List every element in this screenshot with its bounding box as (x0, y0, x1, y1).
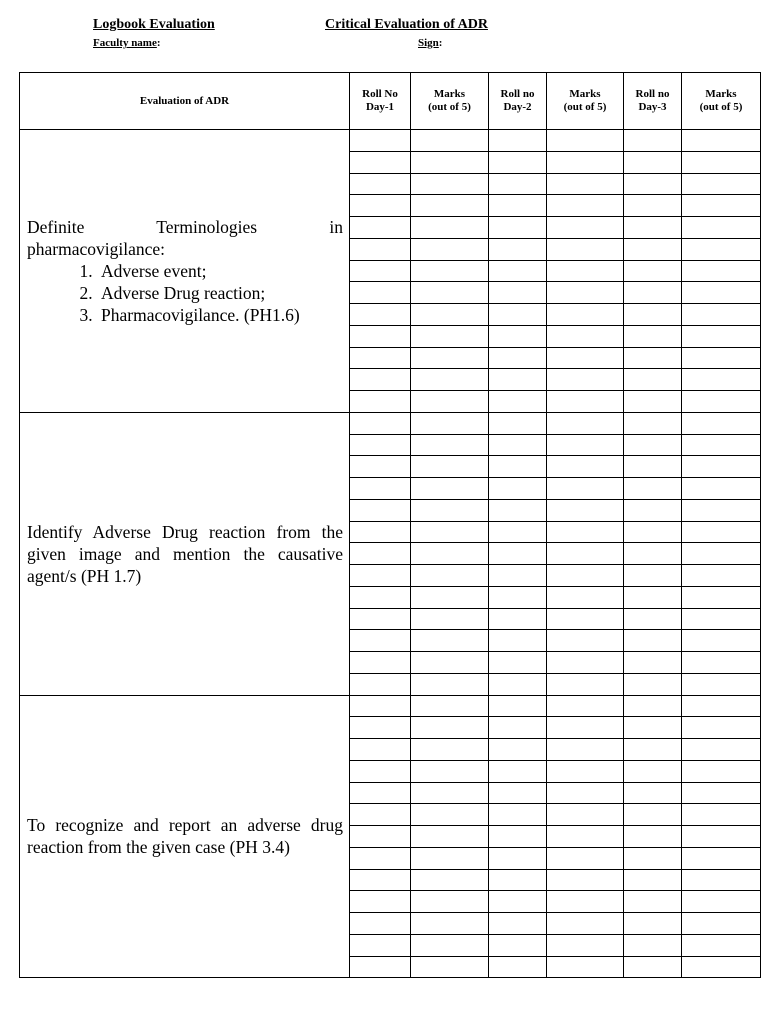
entry-cell[interactable] (624, 826, 682, 848)
entry-cell[interactable] (489, 826, 547, 848)
entry-cell[interactable] (489, 608, 547, 630)
entry-cell[interactable] (350, 282, 411, 304)
header-line: Roll no (500, 88, 535, 100)
entry-cell[interactable] (411, 913, 489, 935)
entry-cell[interactable] (489, 891, 547, 913)
entry-cell[interactable] (682, 130, 761, 152)
header-line: (out of 5) (699, 101, 743, 113)
entry-cell[interactable] (624, 673, 682, 695)
entry-cell[interactable] (411, 717, 489, 739)
header-line: Day-2 (503, 101, 532, 113)
entry-cell[interactable] (682, 173, 761, 195)
entry-cell[interactable] (350, 565, 411, 587)
entry-cell[interactable] (624, 804, 682, 826)
entry-cell[interactable] (489, 130, 547, 152)
entry-cell[interactable] (411, 195, 489, 217)
entry-cell[interactable] (489, 804, 547, 826)
entry-cell[interactable] (350, 325, 411, 347)
entry-cell[interactable] (682, 369, 761, 391)
entry-cell[interactable] (547, 543, 624, 565)
entry-cell[interactable] (682, 543, 761, 565)
table-body (20, 130, 761, 978)
entry-cell[interactable] (682, 478, 761, 500)
header-line: Day-3 (638, 101, 667, 113)
entry-cell[interactable] (682, 717, 761, 739)
entry-cell[interactable] (624, 695, 682, 717)
entry-cell[interactable] (624, 456, 682, 478)
entry-cell[interactable] (624, 412, 682, 434)
entry-cell[interactable] (350, 782, 411, 804)
entry-cell[interactable] (682, 347, 761, 369)
entry-cell[interactable] (489, 695, 547, 717)
entry-cell[interactable] (624, 956, 682, 978)
entry-cell[interactable] (624, 608, 682, 630)
entry-cell[interactable] (547, 499, 624, 521)
entry-cell[interactable] (682, 934, 761, 956)
col-header-evaluation: Evaluation of ADR (20, 73, 350, 130)
list-item: 1. Adverse event; (97, 260, 343, 282)
entry-cell[interactable] (547, 826, 624, 848)
entry-cell[interactable] (411, 260, 489, 282)
entry-cell[interactable] (350, 195, 411, 217)
entry-cell[interactable] (682, 869, 761, 891)
entry-cell[interactable] (411, 412, 489, 434)
entry-cell[interactable] (682, 217, 761, 239)
header-line: Roll No (362, 88, 398, 100)
entry-cell[interactable] (489, 782, 547, 804)
entry-cell[interactable] (489, 673, 547, 695)
sign-label (418, 37, 442, 49)
faculty-name-text: Faculty name (93, 37, 157, 49)
entry-cell[interactable] (547, 369, 624, 391)
entry-cell[interactable] (411, 565, 489, 587)
entry-cell[interactable] (489, 195, 547, 217)
col-header-roll-day1 (350, 73, 411, 130)
entry-cell[interactable] (411, 434, 489, 456)
entry-cell[interactable] (682, 782, 761, 804)
entry-cell[interactable] (489, 586, 547, 608)
entry-cell[interactable] (411, 673, 489, 695)
entry-cell[interactable] (682, 847, 761, 869)
entry-cell[interactable] (682, 521, 761, 543)
entry-cell[interactable] (682, 565, 761, 587)
col-header-marks2 (547, 73, 624, 130)
entry-cell[interactable] (350, 238, 411, 260)
entry-cell[interactable] (624, 347, 682, 369)
entry-cell[interactable] (547, 586, 624, 608)
entry-cell[interactable] (547, 521, 624, 543)
list-item: 3. Pharmacovigilance. (PH1.6) (97, 304, 343, 326)
entry-cell[interactable] (547, 869, 624, 891)
entry-cell[interactable] (411, 347, 489, 369)
entry-cell[interactable] (682, 412, 761, 434)
entry-cell[interactable] (411, 586, 489, 608)
entry-cell[interactable] (682, 238, 761, 260)
table-row (20, 695, 761, 717)
entry-cell[interactable] (489, 282, 547, 304)
entry-cell[interactable] (489, 478, 547, 500)
table-header-row (20, 73, 761, 130)
faculty-name-label (93, 37, 161, 49)
entry-cell[interactable] (411, 282, 489, 304)
entry-cell[interactable] (547, 760, 624, 782)
entry-cell[interactable] (682, 739, 761, 761)
entry-cell[interactable] (682, 304, 761, 326)
entry-cell[interactable] (411, 826, 489, 848)
entry-cell[interactable] (624, 934, 682, 956)
entry-cell[interactable] (350, 347, 411, 369)
entry-cell[interactable] (411, 543, 489, 565)
entry-cell[interactable] (350, 934, 411, 956)
entry-cell[interactable] (489, 630, 547, 652)
section-2-text: Identify Adverse Drug reaction from the given image and mention the causative agent/s (PH 1.7) (27, 521, 343, 586)
table-row (20, 412, 761, 434)
entry-cell[interactable] (624, 391, 682, 413)
entry-cell[interactable] (350, 543, 411, 565)
section-1-intro: Definite Terminologies in pharmacovigilance: (27, 216, 343, 259)
entry-cell[interactable] (411, 499, 489, 521)
entry-cell[interactable] (547, 739, 624, 761)
entry-cell[interactable] (411, 652, 489, 674)
entry-cell[interactable] (547, 260, 624, 282)
entry-cell[interactable] (682, 282, 761, 304)
entry-cell[interactable] (547, 391, 624, 413)
entry-cell[interactable] (489, 913, 547, 935)
entry-cell[interactable] (411, 456, 489, 478)
entry-cell[interactable] (350, 652, 411, 674)
entry-cell[interactable] (624, 151, 682, 173)
entry-cell[interactable] (547, 695, 624, 717)
entry-cell[interactable] (682, 652, 761, 674)
entry-cell[interactable] (411, 304, 489, 326)
entry-cell[interactable] (350, 586, 411, 608)
entry-cell[interactable] (624, 195, 682, 217)
entry-cell[interactable] (350, 434, 411, 456)
entry-cell[interactable] (411, 760, 489, 782)
entry-cell[interactable] (682, 586, 761, 608)
entry-cell[interactable] (489, 456, 547, 478)
list-item: 2. Adverse Drug reaction; (97, 282, 343, 304)
entry-cell[interactable] (624, 891, 682, 913)
entry-cell[interactable] (682, 456, 761, 478)
col-header-roll-day2 (489, 73, 547, 130)
entry-cell[interactable] (624, 739, 682, 761)
entry-cell[interactable] (411, 521, 489, 543)
entry-cell[interactable] (350, 130, 411, 152)
entry-cell[interactable] (547, 347, 624, 369)
entry-cell[interactable] (624, 260, 682, 282)
header-line: (out of 5) (563, 101, 607, 113)
entry-cell[interactable] (411, 151, 489, 173)
logbook-title: Logbook Evaluation (93, 17, 215, 32)
entry-cell[interactable] (489, 217, 547, 239)
entry-cell[interactable] (489, 260, 547, 282)
header-line: Marks (433, 88, 466, 100)
entry-cell[interactable] (411, 608, 489, 630)
terminology-list (27, 260, 343, 326)
entry-cell[interactable] (350, 608, 411, 630)
entry-cell[interactable] (411, 130, 489, 152)
entry-cell[interactable] (547, 434, 624, 456)
entry-cell[interactable] (350, 151, 411, 173)
entry-cell[interactable] (547, 325, 624, 347)
entry-cell[interactable] (411, 847, 489, 869)
entry-cell[interactable] (350, 412, 411, 434)
entry-cell[interactable] (350, 630, 411, 652)
header-line: Marks (705, 88, 737, 100)
sign-colon: : (438, 37, 443, 49)
entry-cell[interactable] (411, 804, 489, 826)
entry-cell[interactable] (624, 325, 682, 347)
entry-cell[interactable] (547, 151, 624, 173)
entry-cell[interactable] (547, 804, 624, 826)
entry-cell[interactable] (350, 173, 411, 195)
entry-cell[interactable] (489, 869, 547, 891)
faculty-colon: : (156, 37, 161, 49)
entry-cell[interactable] (624, 869, 682, 891)
entry-cell[interactable] (682, 630, 761, 652)
sign-text: Sign (418, 37, 439, 49)
entry-cell[interactable] (547, 608, 624, 630)
entry-cell[interactable] (547, 217, 624, 239)
entry-cell[interactable] (547, 238, 624, 260)
entry-cell[interactable] (350, 304, 411, 326)
entry-cell[interactable] (682, 608, 761, 630)
section-2-description (20, 412, 350, 695)
entry-cell[interactable] (489, 347, 547, 369)
entry-cell[interactable] (489, 760, 547, 782)
col-header-roll-day3 (624, 73, 682, 130)
entry-cell[interactable] (624, 130, 682, 152)
entry-cell[interactable] (547, 891, 624, 913)
entry-cell[interactable] (547, 673, 624, 695)
entry-cell[interactable] (489, 412, 547, 434)
section-1-description (20, 130, 350, 413)
entry-cell[interactable] (350, 478, 411, 500)
entry-cell[interactable] (547, 282, 624, 304)
entry-cell[interactable] (624, 238, 682, 260)
section-3-description (20, 695, 350, 978)
entry-cell[interactable] (350, 913, 411, 935)
entry-cell[interactable] (411, 478, 489, 500)
entry-cell[interactable] (682, 826, 761, 848)
entry-cell[interactable] (489, 304, 547, 326)
entry-cell[interactable] (489, 391, 547, 413)
entry-cell[interactable] (624, 478, 682, 500)
entry-cell[interactable] (624, 760, 682, 782)
entry-cell[interactable] (411, 217, 489, 239)
entry-cell[interactable] (489, 934, 547, 956)
entry-cell[interactable] (547, 478, 624, 500)
entry-cell[interactable] (350, 804, 411, 826)
entry-cell[interactable] (350, 695, 411, 717)
critical-evaluation-title: Critical Evaluation of ADR (325, 17, 488, 32)
entry-cell[interactable] (624, 499, 682, 521)
header-line: Roll no (635, 88, 670, 100)
entry-cell[interactable] (350, 760, 411, 782)
entry-cell[interactable] (682, 499, 761, 521)
entry-cell[interactable] (547, 717, 624, 739)
entry-cell[interactable] (350, 673, 411, 695)
entry-cell[interactable] (489, 151, 547, 173)
entry-cell[interactable] (411, 869, 489, 891)
entry-cell[interactable] (624, 652, 682, 674)
entry-cell[interactable] (624, 543, 682, 565)
entry-cell[interactable] (411, 956, 489, 978)
entry-cell[interactable] (411, 739, 489, 761)
entry-cell[interactable] (411, 782, 489, 804)
evaluation-table (19, 72, 761, 978)
entry-cell[interactable] (624, 173, 682, 195)
entry-cell[interactable] (624, 847, 682, 869)
entry-cell[interactable] (682, 151, 761, 173)
entry-cell[interactable] (350, 717, 411, 739)
entry-cell[interactable] (682, 695, 761, 717)
entry-cell[interactable] (489, 543, 547, 565)
entry-cell[interactable] (411, 934, 489, 956)
entry-cell[interactable] (489, 717, 547, 739)
entry-cell[interactable] (489, 238, 547, 260)
entry-cell[interactable] (682, 804, 761, 826)
entry-cell[interactable] (547, 630, 624, 652)
entry-cell[interactable] (547, 412, 624, 434)
entry-cell[interactable] (350, 391, 411, 413)
entry-cell[interactable] (350, 260, 411, 282)
entry-cell[interactable] (411, 891, 489, 913)
entry-cell[interactable] (624, 586, 682, 608)
entry-cell[interactable] (682, 891, 761, 913)
table-row (20, 130, 761, 152)
entry-cell[interactable] (682, 195, 761, 217)
entry-cell[interactable] (489, 521, 547, 543)
entry-cell[interactable] (547, 913, 624, 935)
entry-cell[interactable] (489, 652, 547, 674)
entry-cell[interactable] (624, 282, 682, 304)
entry-cell[interactable] (624, 630, 682, 652)
entry-cell[interactable] (350, 217, 411, 239)
entry-cell[interactable] (682, 325, 761, 347)
entry-cell[interactable] (489, 565, 547, 587)
entry-cell[interactable] (411, 325, 489, 347)
entry-cell[interactable] (624, 217, 682, 239)
entry-cell[interactable] (350, 456, 411, 478)
entry-cell[interactable] (350, 369, 411, 391)
entry-cell[interactable] (489, 956, 547, 978)
entry-cell[interactable] (682, 956, 761, 978)
entry-cell[interactable] (624, 717, 682, 739)
entry-cell[interactable] (350, 956, 411, 978)
entry-cell[interactable] (624, 782, 682, 804)
entry-cell[interactable] (489, 739, 547, 761)
entry-cell[interactable] (547, 456, 624, 478)
entry-cell[interactable] (682, 260, 761, 282)
entry-cell[interactable] (489, 325, 547, 347)
entry-cell[interactable] (682, 673, 761, 695)
entry-cell[interactable] (411, 630, 489, 652)
entry-cell[interactable] (624, 304, 682, 326)
entry-cell[interactable] (547, 173, 624, 195)
entry-cell[interactable] (489, 499, 547, 521)
section-3-text: To recognize and report an adverse drug reaction from the given case (PH 3.4) (27, 815, 343, 858)
entry-cell[interactable] (411, 695, 489, 717)
entry-cell[interactable] (350, 826, 411, 848)
entry-cell[interactable] (350, 891, 411, 913)
entry-cell[interactable] (682, 391, 761, 413)
entry-cell[interactable] (624, 565, 682, 587)
entry-cell[interactable] (547, 565, 624, 587)
col-header-marks1 (411, 73, 489, 130)
entry-cell[interactable] (350, 499, 411, 521)
header-line: Day-1 (365, 101, 395, 113)
entry-cell[interactable] (547, 130, 624, 152)
entry-cell[interactable] (411, 369, 489, 391)
entry-cell[interactable] (624, 369, 682, 391)
entry-cell[interactable] (682, 913, 761, 935)
entry-cell[interactable] (547, 847, 624, 869)
entry-cell[interactable] (350, 739, 411, 761)
entry-cell[interactable] (547, 934, 624, 956)
entry-cell[interactable] (411, 238, 489, 260)
entry-cell[interactable] (489, 173, 547, 195)
entry-cell[interactable] (547, 652, 624, 674)
entry-cell[interactable] (682, 434, 761, 456)
entry-cell[interactable] (350, 521, 411, 543)
header-line: Marks (569, 88, 601, 100)
entry-cell[interactable] (547, 782, 624, 804)
entry-cell[interactable] (624, 434, 682, 456)
entry-cell[interactable] (682, 760, 761, 782)
entry-cell[interactable] (489, 369, 547, 391)
entry-cell[interactable] (547, 195, 624, 217)
entry-cell[interactable] (411, 173, 489, 195)
entry-cell[interactable] (350, 869, 411, 891)
col-header-marks3 (682, 73, 761, 130)
entry-cell[interactable] (547, 956, 624, 978)
entry-cell[interactable] (489, 847, 547, 869)
header-line: (out of 5) (428, 101, 471, 113)
entry-cell[interactable] (624, 521, 682, 543)
entry-cell[interactable] (350, 847, 411, 869)
entry-cell[interactable] (489, 434, 547, 456)
entry-cell[interactable] (624, 913, 682, 935)
entry-cell[interactable] (547, 304, 624, 326)
entry-cell[interactable] (411, 391, 489, 413)
